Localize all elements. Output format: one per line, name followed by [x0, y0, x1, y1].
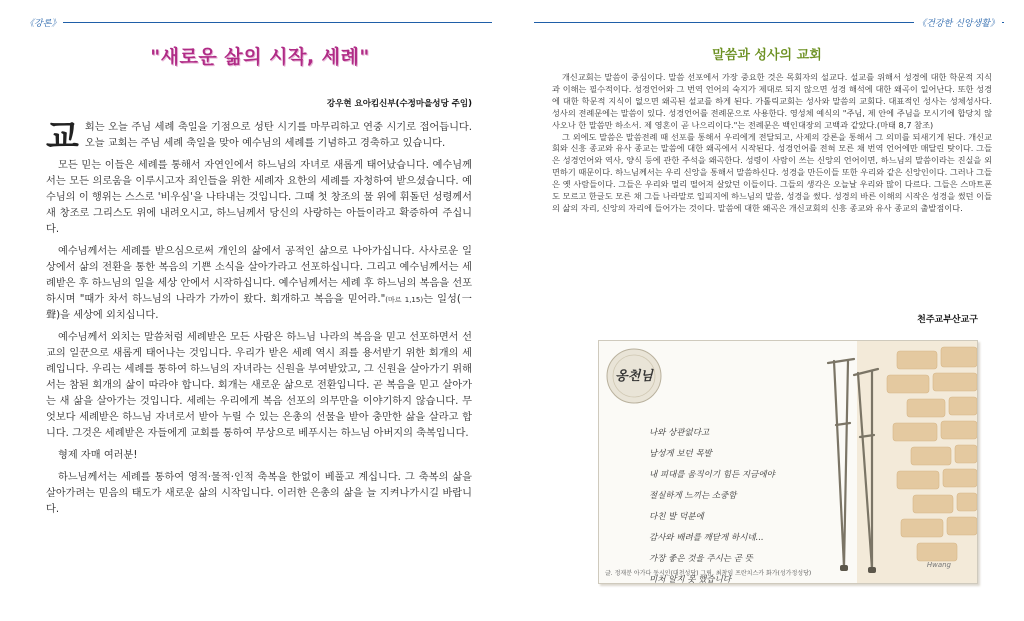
poem-line: 나와 상관없다고	[649, 428, 710, 438]
paragraph: 예수님께서 외치는 말씀처럼 세례받은 모든 사람은 하느님 나라의 복음을 믿고 선포하면서 선교의 일꾼으로 새롭게 태어나는 것입니다. 우리가 받은 세례 역시 죄를 용서받기 위한 회개의 세례입니다. 우리는 세례를 통하여 하느님의 자녀라는 신원을 부여받았고, 그 신원을 살아가기 위해서는 참된 회개의 삶이 따라야 합니다. 회개는 새로운 삶으로 전환입니다. 곧 복음을 믿고 살아가는 새 삶을 살아가는 것입니다. 세례는 우리에게 복음 선포의 의무만을 이야기하지 않습니다. 무엇보다 세례받은 하느님 자녀로서 받아 누릴 수 있는 은총의 선물을 받아 충만한 삶을 살라고 합니다. 그것은 세례받은 자들에게 교회를 통하여 무상으로 베푸시는 하느님 아버지의 축복입니다.	[46, 332, 472, 439]
poem-text	[649, 423, 775, 584]
poem-badge-label: 옹천님	[615, 369, 653, 384]
artist-signature: Hwang	[926, 561, 951, 569]
homily-body	[46, 117, 472, 524]
article-title: 말씀과 성사의 교회	[712, 48, 822, 63]
poem-line: 남성게 보던 목발	[649, 449, 712, 459]
closing-paragraph: 하느님께서는 세례를 통하여 영적·물적·인적 축복을 한없이 베풀고 계십니다. 그 축복의 삶을 살아가려는 믿음의 태도가 새로운 삶의 시작입니다. 이러한 은총의 삶을 늘 지켜나가시길 바랍니다.	[46, 472, 472, 515]
diocese-signature: 천주교부산교구	[917, 315, 978, 325]
poem-line: 미처 알지 못 했습니다	[649, 575, 732, 584]
poem-line: 다친 발 덕분에	[649, 512, 704, 522]
greeting: 형제 자매 여러분!	[58, 450, 138, 461]
paragraph: 개신교회는 말씀이 중심이다. 말씀 선포에서 가장 중요한 것은 목회자의 설교다. 설교를 위해서 성경에 대한 학문적 지식과 이해는 필수적이다. 성경언어와 그 번역 언어의 숙지가 제대로 되지 않으면 성경 해석에 대한 왜곡이 일어난다. 또한 성경에 대한 학문적 지식이 없으면 왜곡된 설교를 하게 된다. 가톨릭교회는 성사와 말씀의 교회다. 대표적인 성사는 성체성사다. 성사의 전례문에는 말씀이 있다. 성경언어를 전례문으로 사용한다. 영성체 예식의 "주님, 제 안에 주님을 모시기에 합당치 않사오나 한 말씀만 하소서. 제 영혼이 곧 나으리이다."는 전례문은 백인대장의 고백과 같았다.(마태 8,7 참조)	[552, 72, 992, 130]
paragraph: 교회는 오늘 주님 세례 축일을 기점으로 성탄 시기를 마무리하고 연중 시기로 접어듭니다. 오늘 교회는 주님 세례 축일을 맞아 예수님의 세례를 기념하고 경축하고 있습니다.	[46, 117, 472, 157]
homily-title: "새로운 삶의 시작, 세례"	[150, 46, 370, 68]
poem-line: 가장 좋은 것을 주시는 곧 뜻	[649, 554, 753, 564]
section-tag: 《강론》	[22, 16, 63, 29]
paragraph: 모든 믿는 이들은 세례를 통해서 자연인에서 하느님의 자녀로 새롭게 태어났습니다. 예수님께서는 모든 의로움을 이루시고자 죄인들을 위한 세례자 요한의 세례를 자청하여 받으셨습니다. 예수님의 이 행위는 스스로 '비우심'을 나타내는 것입니다. 그때 첫 창조의 물 위에 휘돌던 성령께서 새 창조로 그리스도 위에 내려오시고, 하느님께서 당신의 사랑하는 아들이라고 확증하여 주십니다.	[46, 160, 472, 235]
paragraph: 그 외에도 말씀은 말씀전례 때 선포를 통해서 우리에게 전달되고, 사제의 강론을 통해서 그 의미를 되새기게 된다. 개신교회와 신흥 종교와 유사 종교는 말씀에 대한 왜곡에서 시작된다. 성경언어를 전혀 모른 채 번역 언어에만 매달린 탓이다. 그들은 성경언어와 역사, 양식 등에 관한 주석을 왜곡한다. 성령이 사람이 쓰는 신앙의 언어이면, 하느님의 말씀이라는 진실을 외면하기 때문이다. 하느님께서는 우리 신앙을 통해서 말씀하신다. 성경을 만든이들 또한 우리와 같은 신앙인이다. 그러나 그들은 옛 사람들이다. 그들은 우리와 멀리 떨어져 살았던 이들이다. 그들의 생각은 오늘날 우리와 많이 다르다. 그들은 스마트폰도 모르고 한글도 모른 채 그들 나라말로 입피지에 하느님의 말씀, 성경을 썼다. 성경의 바른 이해의 시작은 성경을 썼던 이들의 삶의 자리, 신앙의 자리에 들어가는 것이다. 말씀에 대한 왜곡은 개신교회의 신흥 종교와 유사 종교의 출발점이다.	[552, 131, 992, 213]
right-page	[512, 0, 1024, 621]
poem-card	[598, 340, 978, 584]
poem-credit: 글. 정재분 아가다 동시인(대천성당) 그림. 최창임 프란치스카 화가(성가정성당)	[605, 570, 812, 577]
poem-line: 감사와 배려를 깨닫게 하시네...	[649, 533, 764, 543]
header-rule	[22, 22, 492, 23]
drop-cap: 교	[46, 117, 79, 157]
poem-line: 내 피대를 움직이기 힘든 지금에야	[649, 470, 775, 480]
poem-line: 절실하게 느끼는 소중함	[649, 491, 737, 501]
article-body	[552, 72, 992, 215]
section-tag: 《건강한 신앙생활》	[914, 16, 1002, 29]
crutch-illustration	[814, 355, 894, 575]
paragraph: 예수님께서는 세례를 받으심으로써 개인의 삶에서 공적인 삶으로 나아가십니다. 사사로운 일상에서 삶의 전환을 통한 복음의 기쁜 소식을 살아가라고 선포하십니다. 그리고 예수님께서는 세례받은 후 하느님의 일을 세상 안에서 시작하십니다. 예수님께서는 세례 후 하느님의 복음을 선포하시며 "때가 차서 하느님의 나라가 가까이 왔다. 회개하고 복음을 믿어라."(마르 1,15)는 일성(一聲)을 세상에 외치십니다.	[46, 246, 472, 321]
author-byline: 강우현 요아킴신부(수정마을성당 주임)	[326, 99, 472, 109]
scripture-ref: (마르 1,15)	[385, 296, 424, 304]
